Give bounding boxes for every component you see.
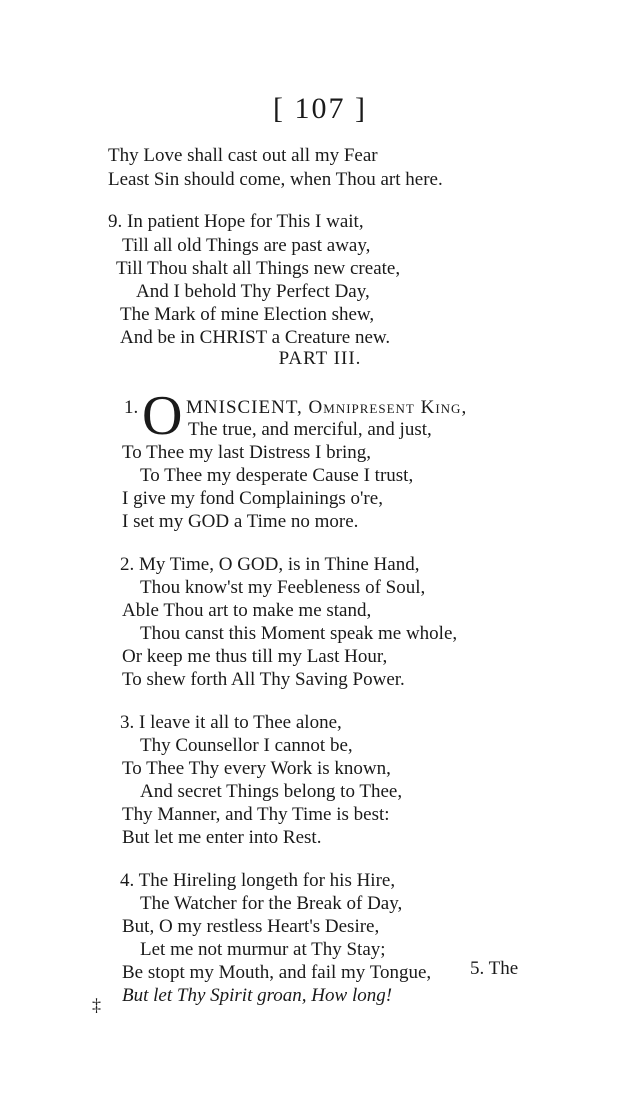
verse-line: Let me not murmur at Thy Stay; [140, 939, 386, 960]
verse-line: Till Thou shalt all Things new create, [116, 258, 401, 279]
verse-line: To Thee my desperate Cause I trust, [140, 465, 414, 486]
verse-line: Or keep me thus till my Last Hour, [122, 646, 388, 667]
printer-mark: ‡ [92, 995, 101, 1015]
verse-line: Able Thou art to make me stand, [122, 600, 372, 621]
verse-line: Thy Love shall cast out all my Fear [108, 145, 378, 166]
catchword: 5. The [470, 958, 519, 979]
verse-line: The Watcher for the Break of Day, [140, 893, 403, 914]
verse-line: To Thee my last Distress I bring, [122, 442, 371, 463]
drop-cap: O [142, 385, 183, 447]
verse-line: But let Thy Spirit groan, How long! [122, 985, 393, 1006]
verse-line: To shew forth All Thy Saving Power. [122, 669, 405, 690]
verse-line: Thy Manner, and Thy Time is best: [122, 804, 390, 825]
verse-line: But, O my restless Heart's Desire, [122, 916, 380, 937]
verse-line: I give my fond Complainings o're, [122, 488, 383, 509]
verse-line: Be stopt my Mouth, and fail my Tongue, [122, 962, 432, 983]
verse-line: Thy Counsellor I cannot be, [140, 735, 353, 756]
verse-line: Least Sin should come, when Thou art here. [108, 169, 443, 190]
verse-line: To Thee Thy every Work is known, [122, 758, 391, 779]
verse-line: The Mark of mine Election shew, [120, 304, 375, 325]
verse-line: And I behold Thy Perfect Day, [136, 281, 370, 302]
verse-line: 9. In patient Hope for This I wait, [108, 211, 364, 232]
part-heading: PART III. [278, 348, 362, 369]
verse-line: MNISCIENT, Omnipresent King, [186, 397, 468, 418]
verse-line: The true, and merciful, and just, [188, 419, 432, 440]
verse-line: But let me enter into Rest. [122, 827, 322, 848]
verse-line: I set my GOD a Time no more. [122, 511, 359, 532]
verse-line: 2. My Time, O GOD, is in Thine Hand, [120, 554, 420, 575]
stanza-number: 1. [124, 397, 139, 418]
verse-line: Thou canst this Moment speak me whole, [140, 623, 458, 644]
verse-line: 3. I leave it all to Thee alone, [120, 712, 342, 733]
page-number: [ 107 ] [273, 92, 367, 125]
verse-line: And secret Things belong to Thee, [140, 781, 403, 802]
verse-line: 4. The Hireling longeth for his Hire, [120, 870, 396, 891]
verse-line: And be in CHRIST a Creature new. [120, 327, 391, 348]
verse-line: Till all old Things are past away, [122, 235, 371, 256]
verse-line: Thou know'st my Feebleness of Soul, [140, 577, 426, 598]
